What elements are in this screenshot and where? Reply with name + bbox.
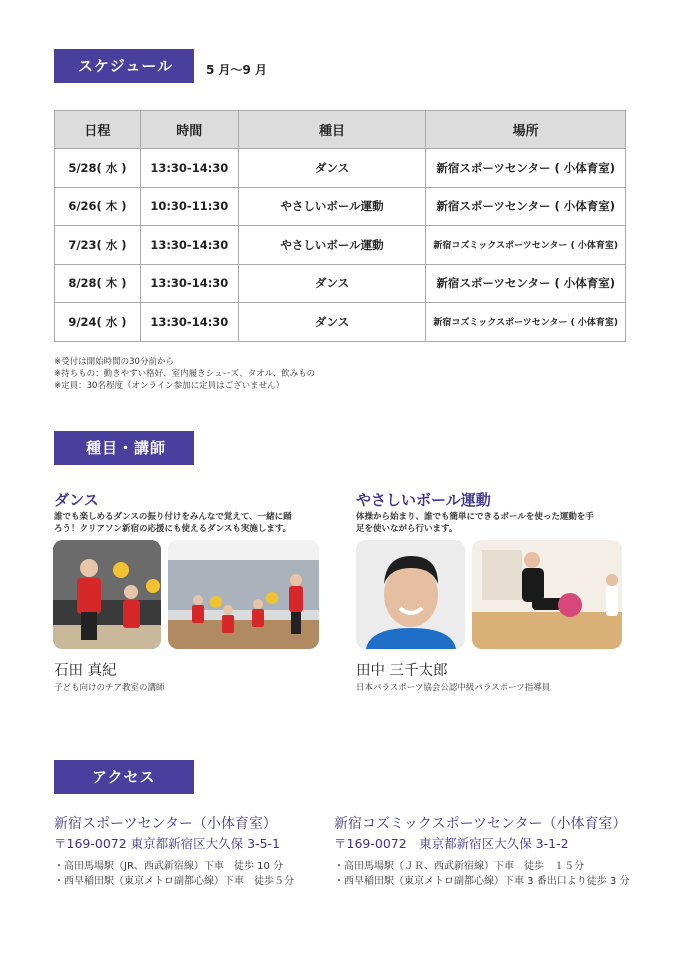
cell-time: 10:30-11:30 [140,187,238,226]
header-event: 種目 [238,111,426,149]
header-time: 時間 [140,111,238,149]
ball-desc-line1: 体操から始まり、誰でも簡単にできるボールを使った運動を手 [356,512,594,522]
cell-time: 13:30-14:30 [140,226,238,265]
schedule-period: 5 月〜9 月 [206,63,268,77]
ball-instructor-role: 日本パラスポーツ協会公認中級パラスポーツ指導員 [356,683,551,693]
dance-instructor-photo [53,540,161,649]
note-reception: ※受付は開始時間の30分前から [54,357,174,367]
cell-place: 新宿スポーツセンター ( 小体育室) [426,187,626,226]
direction-line: ・西早稲田駅（東京メトロ副都心線）下車 3 番出口より徒歩 3 分 [334,875,630,887]
cell-time: 13:30-14:30 [140,303,238,342]
ball-class-photo [472,540,622,649]
direction-line: ・高田馬場駅（JR、西武新宿線）下車 徒歩 10 分 [54,861,283,872]
cell-event: ダンス [238,264,426,303]
cell-time: 13:30-14:30 [140,264,238,303]
dance-description [54,512,292,535]
schedule-heading: スケジュール [54,49,194,83]
venue-name-sports-center: 新宿スポーツセンター（小体育室） [54,816,277,832]
table-row [55,303,626,342]
ball-description [356,512,594,535]
ball-instructor-name: 田中 三千太郎 [356,663,448,679]
cell-event: やさしいボール運動 [238,226,426,265]
dance-class-photo [168,540,319,649]
cell-place: 新宿コズミックスポーツセンター ( 小体育室) [426,226,626,265]
access-heading: アクセス [54,760,194,794]
venue-address-sports-center: 〒169-0072 東京都新宿区大久保 3-5-1 [54,836,281,851]
venue-directions-sports-center [54,860,294,889]
dance-desc-line2: ろう！クリアソン新宿の応援にも使えるダンスも実施します。 [54,523,292,534]
schedule-notes [54,356,315,392]
direction-line: ・高田馬場駅（ＪＲ、西武新宿線）下車 徒歩 １５分 [334,861,584,872]
table-row [55,226,626,265]
dance-instructor-role: 子ども向けのチア教室の講師 [54,683,165,693]
venue-directions-cosmic-center [334,860,629,889]
cell-date: 5/28( 水 ) [55,149,141,188]
cell-date: 7/23( 水 ) [55,226,141,265]
venue-address-cosmic-center: 〒169-0072 東京都新宿区大久保 3-1-2 [334,836,569,851]
note-capacity: ※定員：30名程度（オンライン参加に定員はございません） [54,381,285,391]
table-row [55,149,626,188]
ball-instructor-photo [356,540,465,649]
venue-name-cosmic-center: 新宿コズミックスポーツセンター（小体育室） [334,816,627,832]
dance-title: ダンス [54,491,99,509]
table-header-row [55,111,626,149]
ball-title: やさしいボール運動 [356,491,491,509]
header-date: 日程 [55,111,141,149]
cell-place: 新宿スポーツセンター ( 小体育室) [426,264,626,303]
ball-desc-line2: 足を使いながら行います。 [356,523,458,534]
cell-event: ダンス [238,149,426,188]
cell-place: 新宿コズミックスポーツセンター ( 小体育室) [426,303,626,342]
cell-time: 13:30-14:30 [140,149,238,188]
cell-place: 新宿スポーツセンター ( 小体育室) [426,149,626,188]
dance-instructor-name: 石田 真紀 [54,663,117,679]
cell-date: 6/26( 木 ) [55,187,141,226]
table-row [55,264,626,303]
cell-event: やさしいボール運動 [238,187,426,226]
cell-date: 9/24( 水 ) [55,303,141,342]
cell-date: 8/28( 木 ) [55,264,141,303]
note-belongings: ※持ちもの：動きやすい格好、室内履きシューズ、タオル、飲みもの [54,369,316,379]
dance-desc-line1: 誰でも楽しめるダンスの振り付けをみんなで覚えて、一緒に踊 [54,512,292,522]
direction-line: ・西早稲田駅（東京メトロ副都心線）下車 徒歩５分 [54,875,294,887]
schedule-table [54,110,626,342]
header-place: 場所 [426,111,626,149]
cell-event: ダンス [238,303,426,342]
instructors-heading: 種目・講師 [54,431,194,465]
table-row [55,187,626,226]
